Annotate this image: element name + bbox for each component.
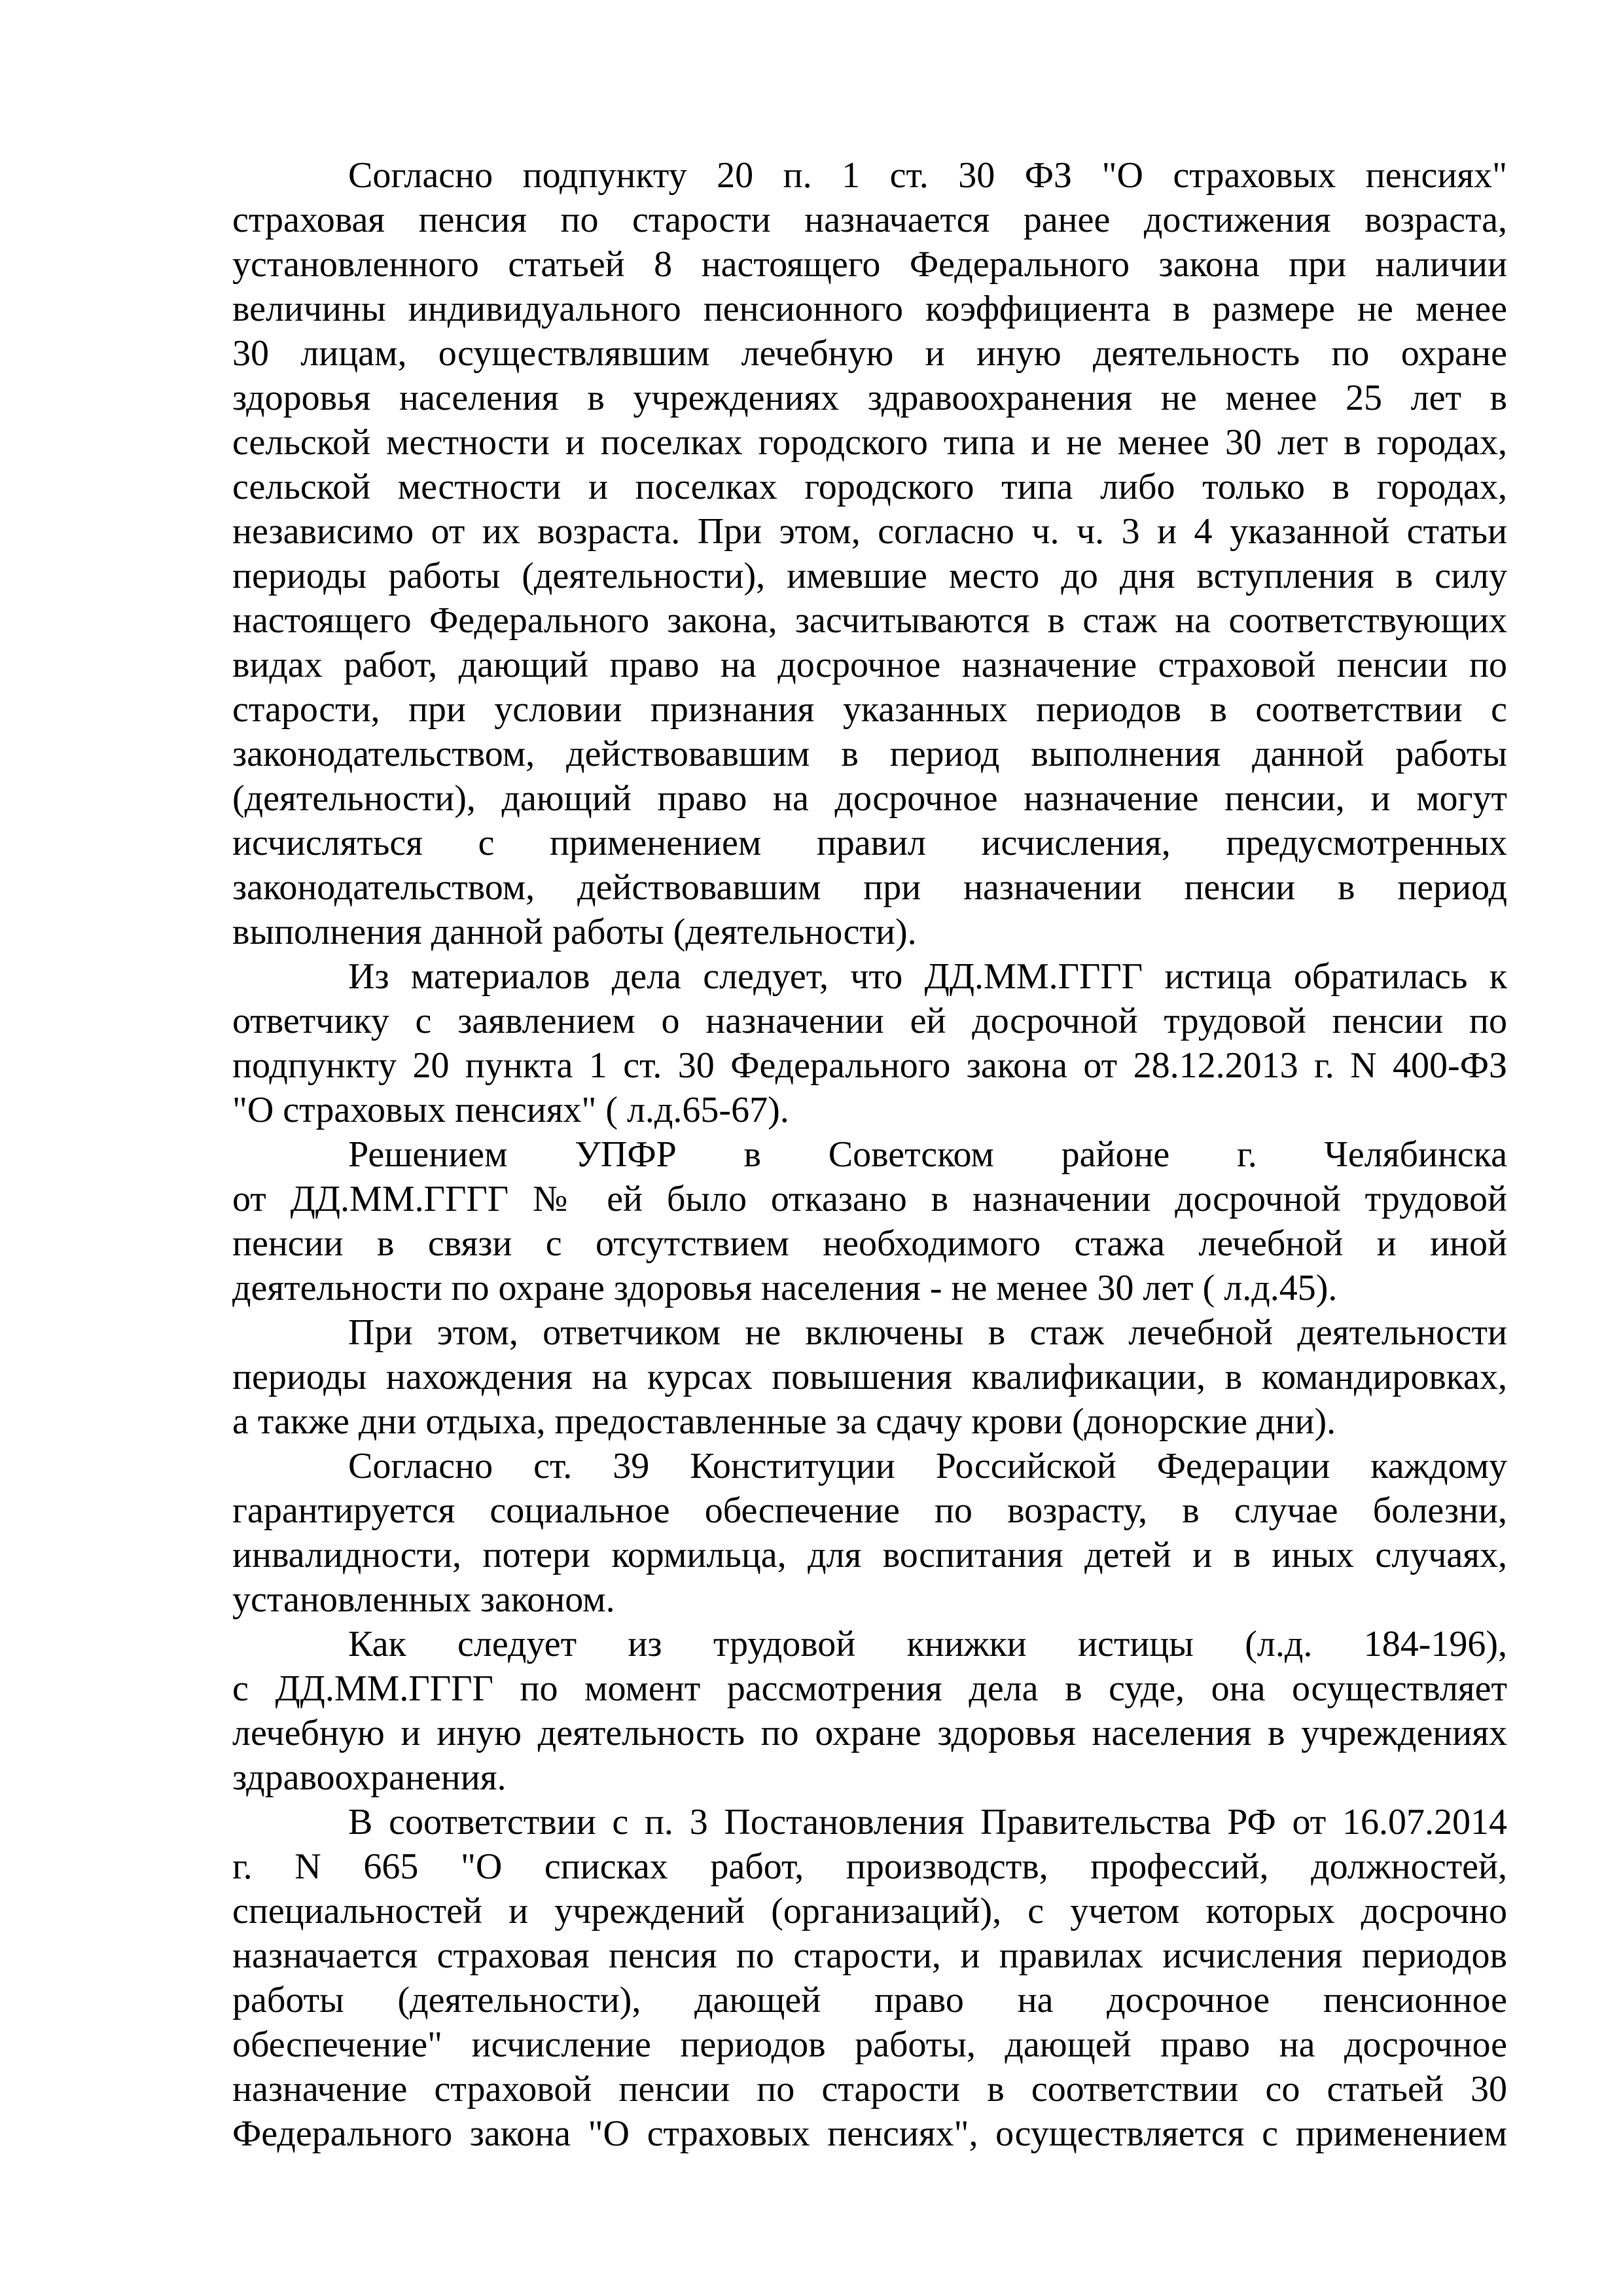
text-line: здоровья населения в учреждениях здравоохранения не менее 25 лет в: [232, 378, 1507, 418]
text-line: исчисляться с применением правил исчисления, предусмотренных: [232, 823, 1507, 863]
text-line: законодательством, действовавшим в период выполнения данной работы: [232, 734, 1507, 774]
text-line: видах работ, дающий право на досрочное назначение страховой пенсии по: [232, 645, 1507, 685]
text-line: величины индивидуального пенсионного коэффициента в размере не менее: [232, 289, 1507, 329]
text-paragraph: [232, 1444, 1507, 1622]
text-line: обеспечение" исчисление периодов работы, дающей право на досрочное: [232, 2024, 1507, 2065]
document-body-text: [232, 153, 1507, 2156]
text-line: Федерального закона "О страховых пенсиях", осуществляется с применением: [232, 2113, 1507, 2154]
text-line: законодательством, действовавшим при назначении пенсии в период: [232, 867, 1507, 908]
text-paragraph: [232, 1132, 1507, 1310]
text-line: (деятельности), дающий право на досрочное назначение пенсии, и могут: [232, 778, 1507, 819]
text-line: периоды нахождения на курсах повышения квалификации, в командировках,: [232, 1357, 1507, 1397]
text-line: пенсии в связи с отсутствием необходимого стажа лечебной и иной: [232, 1223, 1507, 1264]
text-paragraph: [232, 1800, 1507, 2156]
text-line: выполнения данной работы (деятельности).: [232, 912, 917, 952]
text-line: гарантируется социальное обеспечение по возрасту, в случае болезни,: [232, 1490, 1507, 1531]
text-line: периоды работы (деятельности), имевшие место до дня вступления в силу: [232, 556, 1507, 596]
text-line: инвалидности, потери кормильца, для воспитания детей и в иных случаях,: [232, 1535, 1507, 1575]
text-line: работы (деятельности), дающей право на досрочное пенсионное: [232, 1980, 1507, 2020]
text-line: а также дни отдыха, предоставленные за сдачу крови (донорские дни).: [232, 1401, 1336, 1442]
text-line: г. N 665 "О списках работ, производств, профессий, должностей,: [232, 1846, 1507, 1887]
text-line: с ДД.ММ.ГГГГ по момент рассмотрения дела в суде, она осуществляет: [232, 1668, 1507, 1709]
text-line: "О страховых пенсиях" ( л.д.65-67).: [232, 1090, 789, 1130]
text-line: деятельности по охране здоровья населения - не менее 30 лет ( л.д.45).: [232, 1268, 1338, 1308]
text-line: Из материалов дела следует, что ДД.ММ.ГГГГ истица обратилась к: [348, 956, 1507, 997]
text-line: лечебную и иную деятельность по охране здоровья населения в учреждениях: [232, 1713, 1507, 1753]
text-line: страховая пенсия по старости назначается ранее достижения возраста,: [232, 200, 1507, 240]
text-paragraph: [232, 1310, 1507, 1444]
text-line: 30 лицам, осуществлявшим лечебную и иную деятельность по охране: [232, 333, 1507, 374]
text-line: сельской местности и поселках городского типа и не менее 30 лет в городах,: [232, 422, 1507, 463]
text-line: сельской местности и поселках городского типа либо только в городах,: [232, 467, 1507, 507]
text-line: от ДД.ММ.ГГГГ № ей было отказано в назначении досрочной трудовой: [232, 1179, 1507, 1219]
text-line: Решением УПФР в Советском районе г. Челябинска: [348, 1134, 1507, 1175]
text-line: установленного статьей 8 настоящего Федерального закона при наличии: [232, 244, 1507, 285]
text-line: установленных законом.: [232, 1579, 615, 1620]
text-line: независимо от их возраста. При этом, согласно ч. ч. 3 и 4 указанной статьи: [232, 511, 1507, 552]
text-paragraph: [232, 1622, 1507, 1800]
text-line: Согласно ст. 39 Конституции Российской Федерации каждому: [348, 1446, 1507, 1486]
text-line: настоящего Федерального закона, засчитываются в стаж на соответствующих: [232, 600, 1507, 641]
text-line: При этом, ответчиком не включены в стаж лечебной деятельности: [348, 1312, 1507, 1353]
text-line: старости, при условии признания указанных периодов в соответствии с: [232, 689, 1507, 730]
text-line: специальностей и учреждений (организаций), с учетом которых досрочно: [232, 1891, 1507, 1931]
text-line: подпункту 20 пункта 1 ст. 30 Федерального закона от 28.12.2013 г. N 400-ФЗ: [232, 1045, 1507, 1086]
text-paragraph: [232, 153, 1507, 954]
text-paragraph: [232, 954, 1507, 1132]
text-line: Согласно подпункту 20 п. 1 ст. 30 ФЗ "О страховых пенсиях": [348, 155, 1507, 196]
text-line: здравоохранения.: [232, 1757, 507, 1798]
text-line: назначение страховой пенсии по старости в соответствии со статьей 30: [232, 2069, 1507, 2109]
text-line: В соответствии с п. 3 Постановления Правительства РФ от 16.07.2014: [348, 1802, 1507, 1842]
text-line: Как следует из трудовой книжки истицы (л.д. 184-196),: [348, 1624, 1507, 1664]
text-line: ответчику с заявлением о назначении ей досрочной трудовой пенсии по: [232, 1001, 1507, 1041]
text-line: назначается страховая пенсия по старости, и правилах исчисления периодов: [232, 1935, 1507, 1976]
